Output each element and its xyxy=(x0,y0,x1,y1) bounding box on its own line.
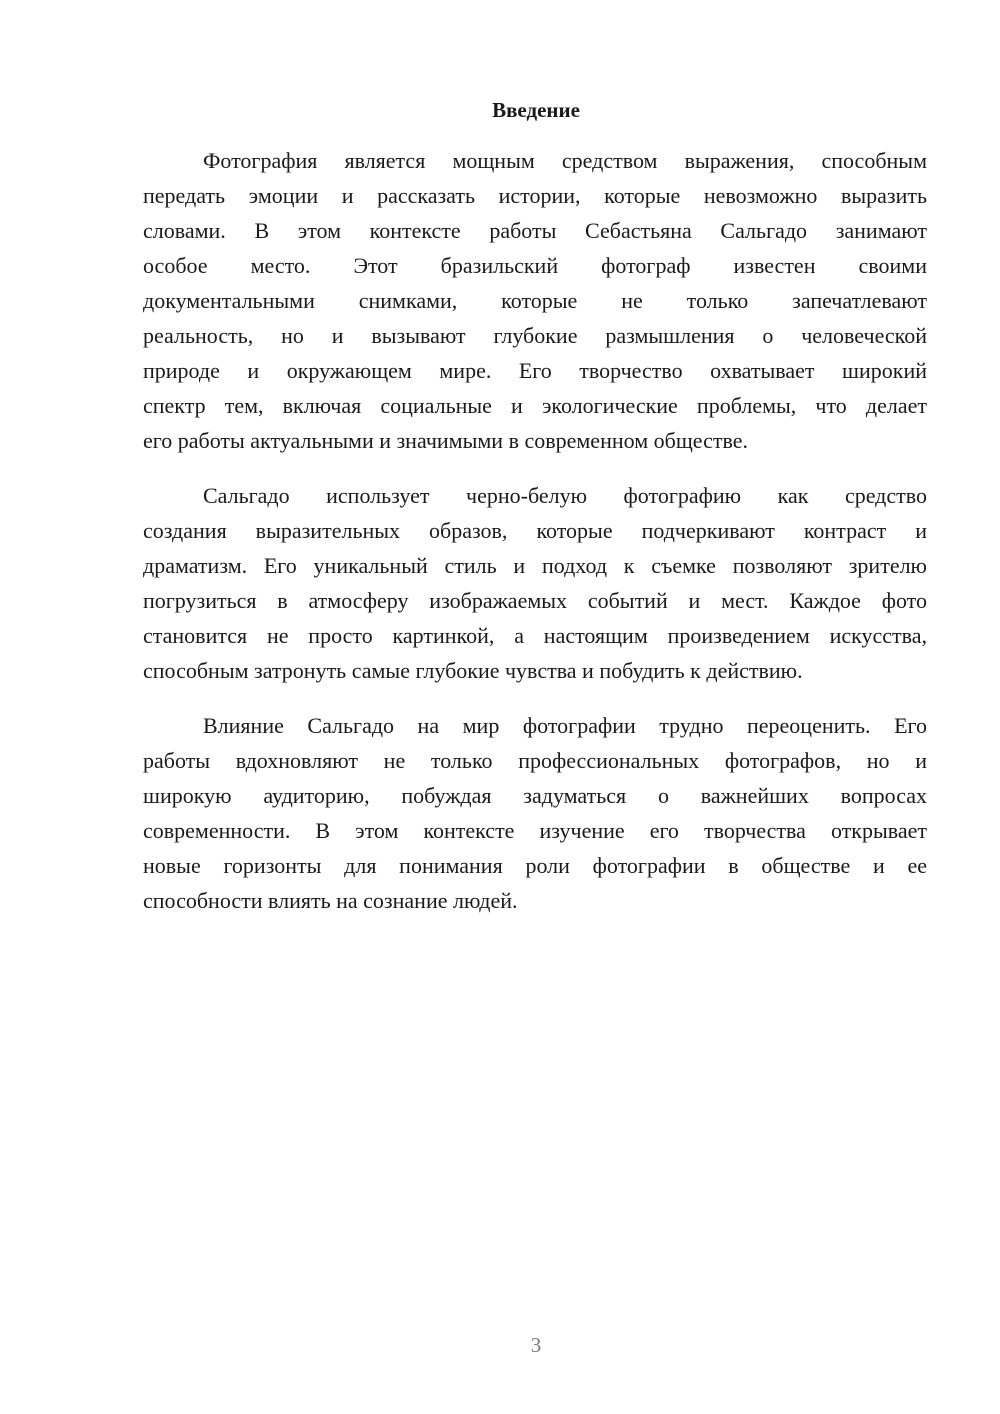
text-line: создания выразительных образов, которые подчеркивают контраст и xyxy=(143,518,927,543)
text-line: способности влиять на сознание людей. xyxy=(143,888,518,913)
page-number: 3 xyxy=(530,1333,542,1357)
text-line: природе и окружающем мире. Его творчество охватывает широкий xyxy=(143,358,927,383)
paragraph xyxy=(143,478,927,688)
text-line: новые горизонты для понимания роли фотографии в обществе и ее xyxy=(143,853,927,878)
text-line: широкую аудиторию, побуждая задуматься о важнейших вопросах xyxy=(143,783,927,808)
text-line: его работы актуальными и значимыми в современном обществе. xyxy=(143,428,748,453)
text-line: особое место. Этот бразильский фотограф известен своими xyxy=(143,253,927,278)
text-line: Фотография является мощным средством выражения, способным xyxy=(203,148,927,173)
text-line: реальность, но и вызывают глубокие размышления о человеческой xyxy=(143,323,927,348)
text-line: Сальгадо использует черно-белую фотографию как средство xyxy=(203,483,927,508)
text-line: становится не просто картинкой, а настоящим произведением искусства, xyxy=(143,623,927,648)
text-line: спектр тем, включая социальные и экологические проблемы, что делает xyxy=(143,393,927,418)
text-line: работы вдохновляют не только профессиональных фотографов, но и xyxy=(143,748,927,773)
text-line: способным затронуть самые глубокие чувства и побудить к действию. xyxy=(143,658,803,683)
section-heading: Введение xyxy=(492,98,580,122)
paragraph xyxy=(143,708,927,918)
text-line: словами. В этом контексте работы Себастьяна Сальгадо занимают xyxy=(143,218,927,243)
text-line: погрузиться в атмосферу изображаемых событий и мест. Каждое фото xyxy=(143,588,927,613)
text-line: документальными снимками, которые не только запечатлевают xyxy=(143,288,927,313)
text-line: современности. В этом контексте изучение его творчества открывает xyxy=(143,818,927,843)
document-body xyxy=(143,143,927,938)
text-line: Влияние Сальгадо на мир фотографии трудно переоценить. Его xyxy=(203,713,927,738)
paragraph xyxy=(143,143,927,458)
text-line: драматизм. Его уникальный стиль и подход к съемке позволяют зрителю xyxy=(143,553,927,578)
text-line: передать эмоции и рассказать истории, которые невозможно выразить xyxy=(143,183,927,208)
